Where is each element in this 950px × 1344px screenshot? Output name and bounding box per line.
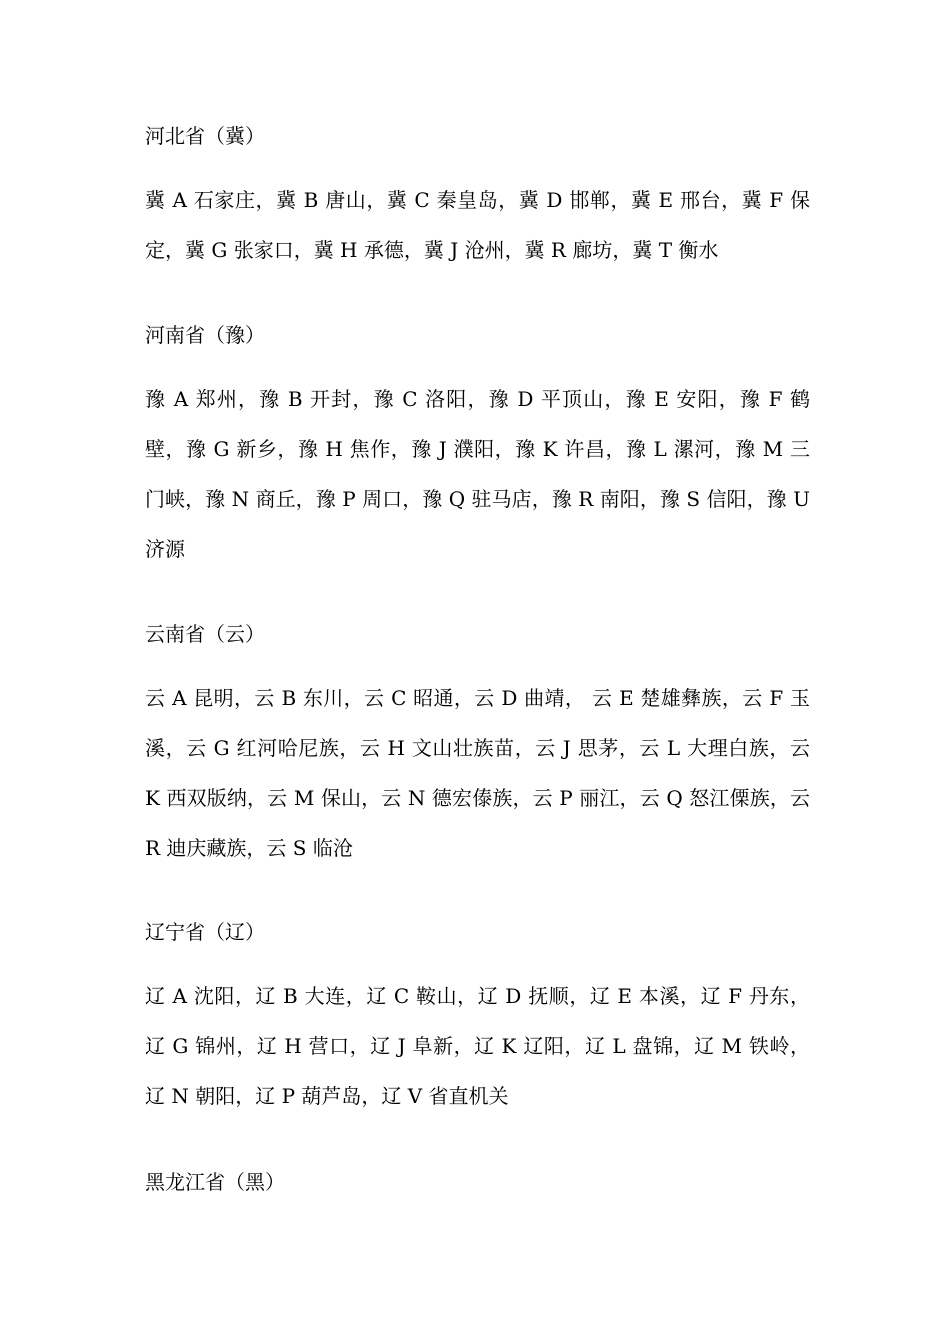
section-liaoning: [145, 920, 810, 1121]
section-body: 云 A 昆明，云 B 东川，云 C 昭通，云 D 曲靖， 云 E 楚雄彝族，云 F 玉溪，云 G 红河哈尼族，云 H 文山壮族苗，云 J 思茅，云 L 大理白族，云 K 西双版纳，云 M 保山，云 N 德宏傣族，云 P 丽江，云 Q 怒江傈族，云 R 迪庆藏族，云 S 临沧: [145, 686, 810, 860]
section-body: 豫 A 郑州，豫 B 开封，豫 C 洛阳，豫 D 平顶山，豫 E 安阳，豫 F 鹤壁，豫 G 新乡，豫 H 焦作，豫 J 濮阳，豫 K 许昌，豫 L 漯河，豫 M 三门峡，豫 N 商丘，豫 P 周口，豫 Q 驻马店，豫 R 南阳，豫 S 信阳，豫 U 济源: [145, 387, 810, 561]
section-heading: 河北省（冀）: [145, 124, 265, 148]
section-body: 辽 A 沈阳，辽 B 大连，辽 C 鞍山，辽 D 抚顺，辽 E 本溪，辽 F 丹东，辽 G 锦州，辽 H 营口，辽 J 阜新，辽 K 辽阳，辽 L 盘锦，辽 M 铁岭，辽 N 朝阳，辽 P 葫芦岛，辽 V 省直机关: [145, 984, 810, 1108]
section-heading: 云南省（云）: [145, 622, 265, 646]
section-heading: 辽宁省（辽）: [145, 920, 265, 944]
section-body: 冀 A 石家庄，冀 B 唐山，冀 C 秦皇岛，冀 D 邯郸，冀 E 邢台，冀 F 保定，冀 G 张家口，冀 H 承德，冀 J 沧州，冀 R 廊坊，冀 T 衡水: [145, 188, 810, 262]
section-heading: 黑龙江省（黑）: [145, 1170, 285, 1194]
section-yunnan: [145, 622, 810, 873]
section-heading: 河南省（豫）: [145, 323, 265, 347]
section-henan: [145, 323, 810, 574]
section-heilongjiang: [145, 1170, 810, 1194]
section-hebei: [145, 124, 810, 275]
